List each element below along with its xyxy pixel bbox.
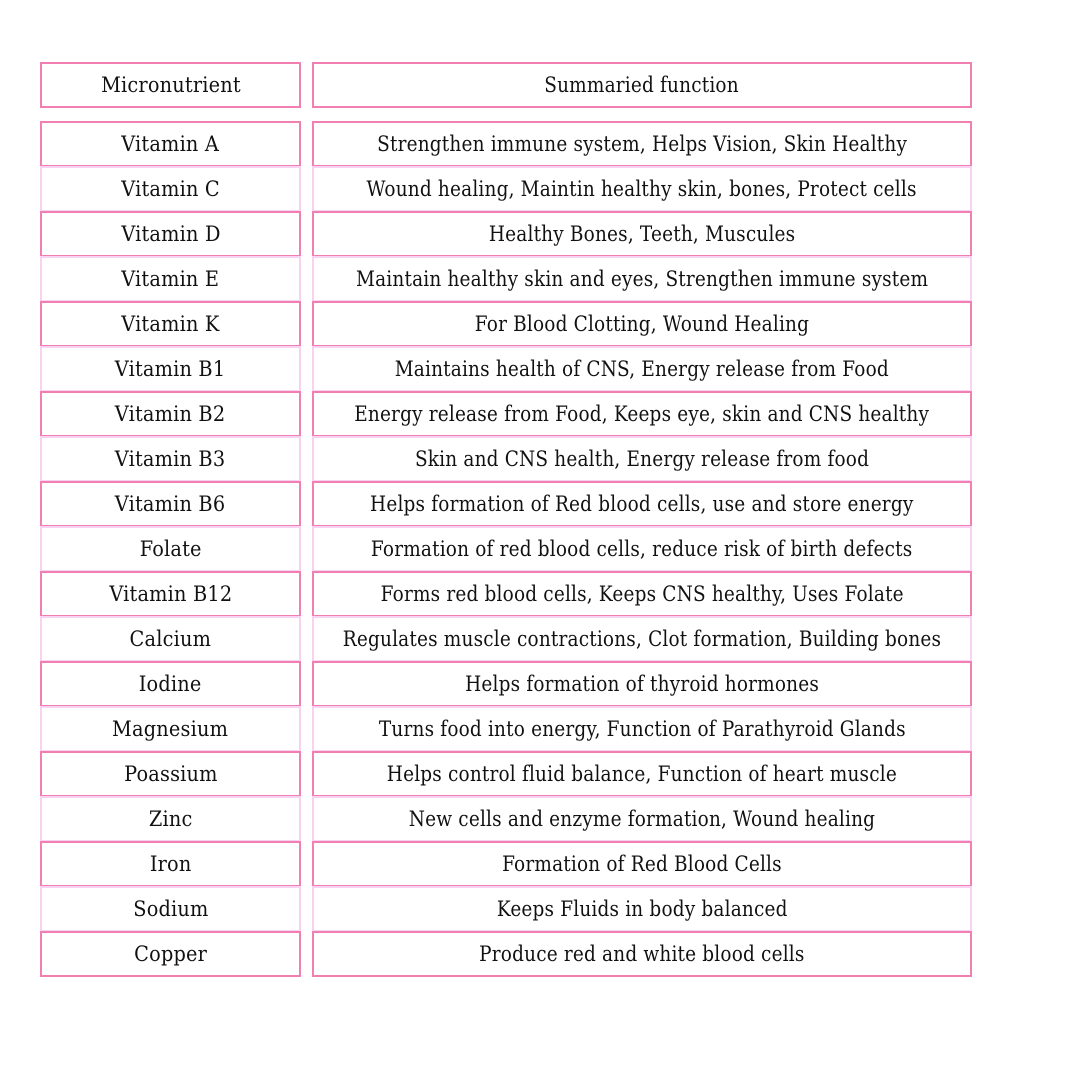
function-text: Helps formation of thyroid hormones [465, 672, 819, 696]
micronutrient-name: Vitamin C [121, 177, 220, 201]
micronutrient-name: Zinc [148, 807, 193, 831]
table-row-function [312, 121, 972, 167]
function-text: Maintains health of CNS, Energy release from Food [394, 357, 890, 381]
table-row-function [312, 346, 972, 392]
micronutrient-name: Vitamin B6 [115, 492, 226, 516]
function-text: New cells and enzyme formation, Wound healing [408, 807, 876, 831]
table-row-function [312, 526, 972, 572]
function-text: Healthy Bones, Teeth, Muscules [488, 222, 796, 246]
function-text: Forms red blood cells, Keeps CNS healthy, Uses Folate [380, 582, 904, 606]
table-row-function [312, 616, 972, 662]
micronutrient-name: Vitamin B1 [115, 357, 226, 381]
table-row-micronutrient [40, 931, 301, 977]
table-row-function [312, 481, 972, 527]
micronutrient-name: Calcium [129, 627, 212, 651]
function-text: Wound healing, Maintin healthy skin, bones, Protect cells [366, 177, 918, 201]
micronutrient-name: Vitamin D [120, 222, 221, 246]
micronutrient-name: Iron [149, 852, 192, 876]
header-micronutrient [40, 62, 301, 108]
table-row-micronutrient [40, 706, 301, 752]
function-text: For Blood Clotting, Wound Healing [474, 312, 810, 336]
table-row-micronutrient [40, 796, 301, 842]
table-row-function [312, 931, 972, 977]
micronutrient-name: Iodine [139, 672, 202, 696]
table-row-micronutrient [40, 211, 301, 257]
function-text: Keeps Fluids in body balanced [496, 897, 788, 921]
micronutrient-name: Vitamin B12 [109, 582, 232, 606]
table-row-micronutrient [40, 886, 301, 932]
table-row-function [312, 886, 972, 932]
table-row-micronutrient [40, 841, 301, 887]
table-row-function [312, 841, 972, 887]
table-row-function [312, 796, 972, 842]
table-row-function [312, 751, 972, 797]
table-row-micronutrient [40, 661, 301, 707]
table-row-micronutrient [40, 481, 301, 527]
function-text: Produce red and white blood cells [479, 942, 805, 966]
table-row-function [312, 571, 972, 617]
table-row-micronutrient [40, 121, 301, 167]
table-row-function [312, 706, 972, 752]
function-text: Strengthen immune system, Helps Vision, Skin Healthy [377, 132, 907, 156]
micronutrient-name: Poassium [123, 762, 218, 786]
table-row-micronutrient [40, 751, 301, 797]
function-text: Maintain healthy skin and eyes, Strengthen immune system [355, 267, 929, 291]
table-row-micronutrient [40, 526, 301, 572]
function-text: Formation of red blood cells, reduce risk of birth defects [371, 537, 913, 561]
table-row-function [312, 211, 972, 257]
table-row-micronutrient [40, 256, 301, 302]
table-row-micronutrient [40, 166, 301, 212]
micronutrient-name: Sodium [132, 897, 209, 921]
function-text: Energy release from Food, Keeps eye, skin and CNS healthy [354, 402, 930, 426]
table-row-function [312, 256, 972, 302]
micronutrient-name: Copper [134, 942, 207, 966]
micronutrient-name: Vitamin B2 [115, 402, 226, 426]
function-text: Regulates muscle contractions, Clot formation, Building bones [342, 627, 942, 651]
micronutrient-name: Magnesium [112, 717, 229, 741]
table-row-function [312, 391, 972, 437]
table-row-function [312, 436, 972, 482]
header-function [312, 62, 972, 108]
table-row-micronutrient [40, 436, 301, 482]
micronutrient-name: Vitamin K [121, 312, 220, 336]
micronutrient-name: Folate [139, 537, 202, 561]
micronutrient-name: Vitamin B3 [115, 447, 226, 471]
table-row-micronutrient [40, 346, 301, 392]
header-function-label: Summaried function [544, 73, 740, 97]
header-micronutrient-label: Micronutrient [100, 73, 241, 97]
table-row-micronutrient [40, 616, 301, 662]
table-row-micronutrient [40, 301, 301, 347]
table-row-function [312, 166, 972, 212]
function-text: Formation of Red Blood Cells [502, 852, 782, 876]
function-text: Helps control fluid balance, Function of heart muscle [386, 762, 898, 786]
table-row-micronutrient [40, 571, 301, 617]
function-text: Helps formation of Red blood cells, use and store energy [370, 492, 914, 516]
micronutrient-name: Vitamin E [121, 267, 220, 291]
table-row-function [312, 301, 972, 347]
table-row-micronutrient [40, 391, 301, 437]
table-row-function [312, 661, 972, 707]
function-text: Turns food into energy, Function of Parathyroid Glands [378, 717, 906, 741]
function-text: Skin and CNS health, Energy release from food [414, 447, 870, 471]
micronutrient-name: Vitamin A [121, 132, 220, 156]
